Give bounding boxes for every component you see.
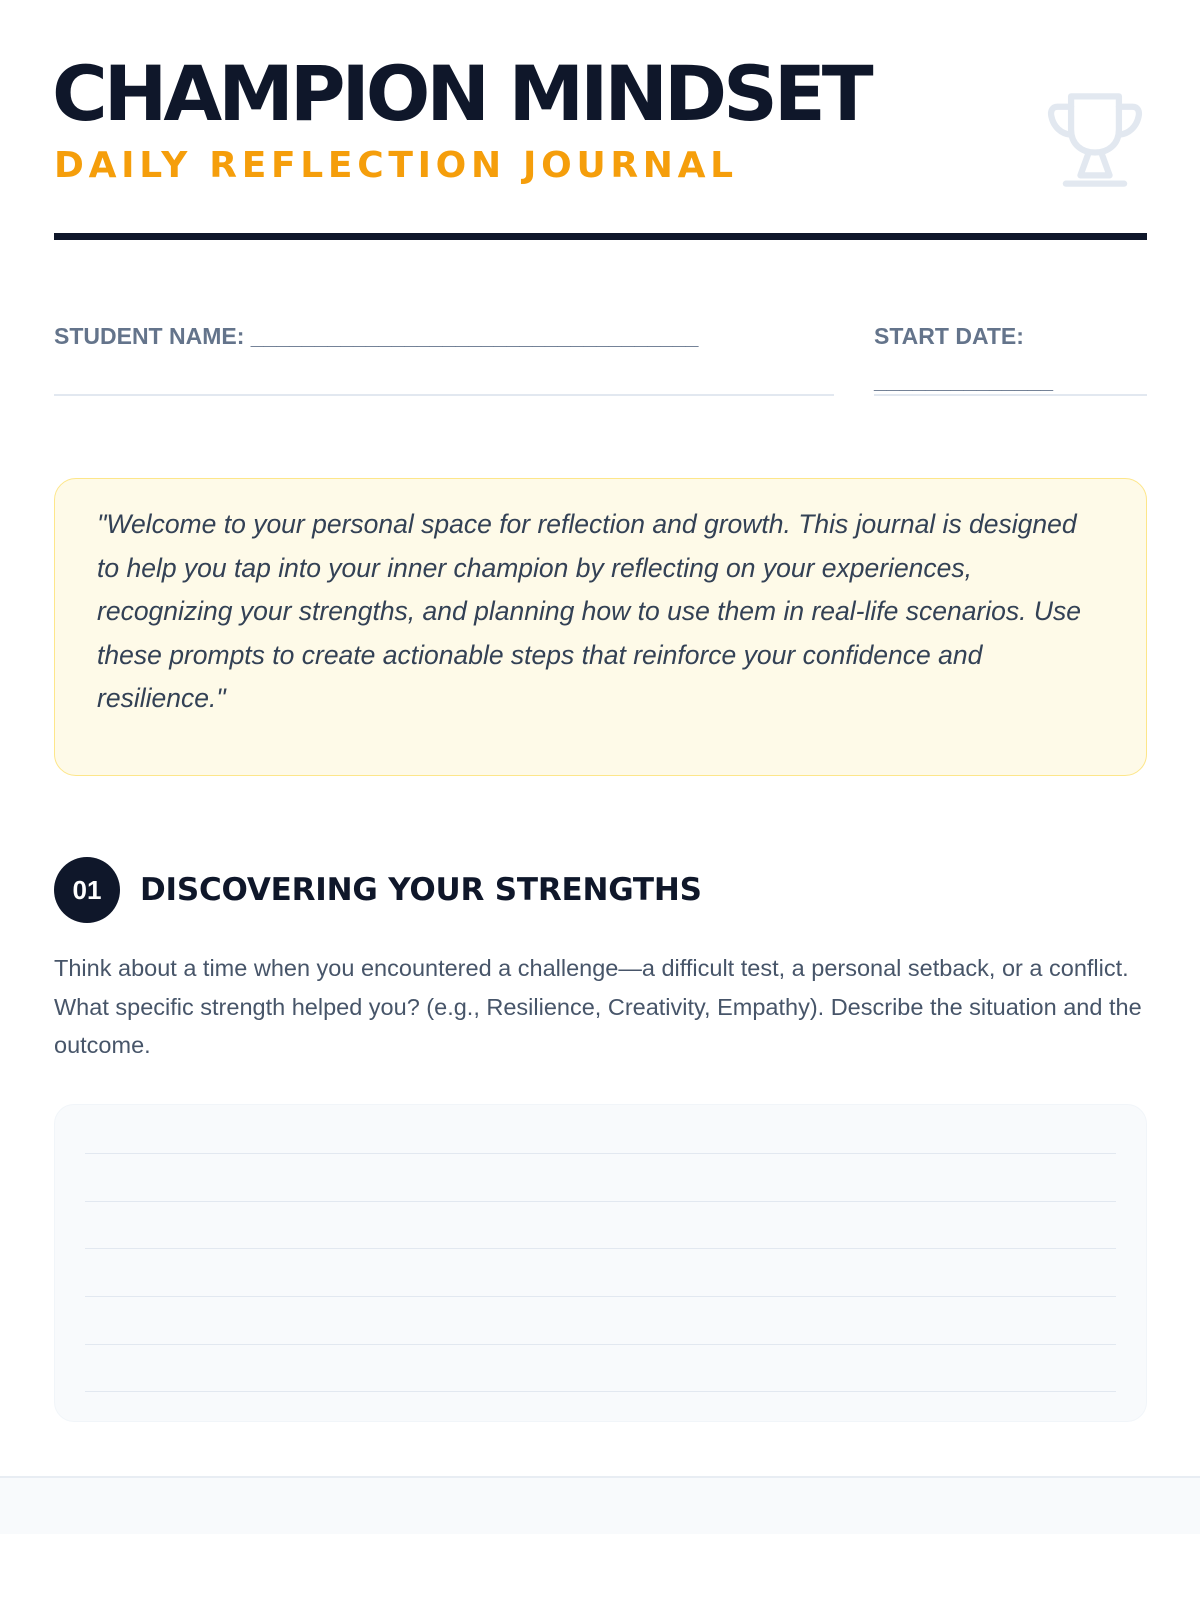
writing-line [85,1248,1116,1249]
writing-area[interactable] [54,1104,1147,1422]
student-name-field[interactable]: STUDENT NAME: ___________________________________ [54,300,834,396]
journal-page [52,0,1147,1058]
writing-line [85,1296,1116,1297]
writing-line [85,1391,1116,1392]
section-header [54,857,1147,923]
page-footer [0,1476,1200,1534]
intro-quote-text: "Welcome to your personal space for reflection and growth. This journal is designed to help you tap into your inner champion by reflecting on your experiences, recognizing your strengths, and planning how to use them in real-life scenarios. Use these prompts to create actionable steps that reinforce your confidence and resilience." [97,509,1081,713]
section-prompt: Think about a time when you encountered a challenge—a difficult test, a personal setback, or a conflict. What specific strength helped you? (e.g., Resilience, Creativity, Empathy). Describe the situation and the outcome. [54,955,1142,1058]
student-info-fields [54,300,1147,400]
writing-line [85,1344,1116,1345]
writing-line [85,1201,1116,1202]
page-subtitle: DAILY REFLECTION JOURNAL [54,145,738,186]
intro-quote-box [54,478,1147,776]
section-number-badge: 01 [54,857,120,923]
page-title: CHAMPION MINDSET [52,49,870,138]
header [54,0,1147,242]
writing-line [85,1153,1116,1154]
start-date-field[interactable]: START DATE: ______________ [874,300,1147,396]
section-title: DISCOVERING YOUR STRENGTHS [140,872,702,908]
header-divider [54,233,1147,240]
trophy-icon [1043,88,1147,192]
